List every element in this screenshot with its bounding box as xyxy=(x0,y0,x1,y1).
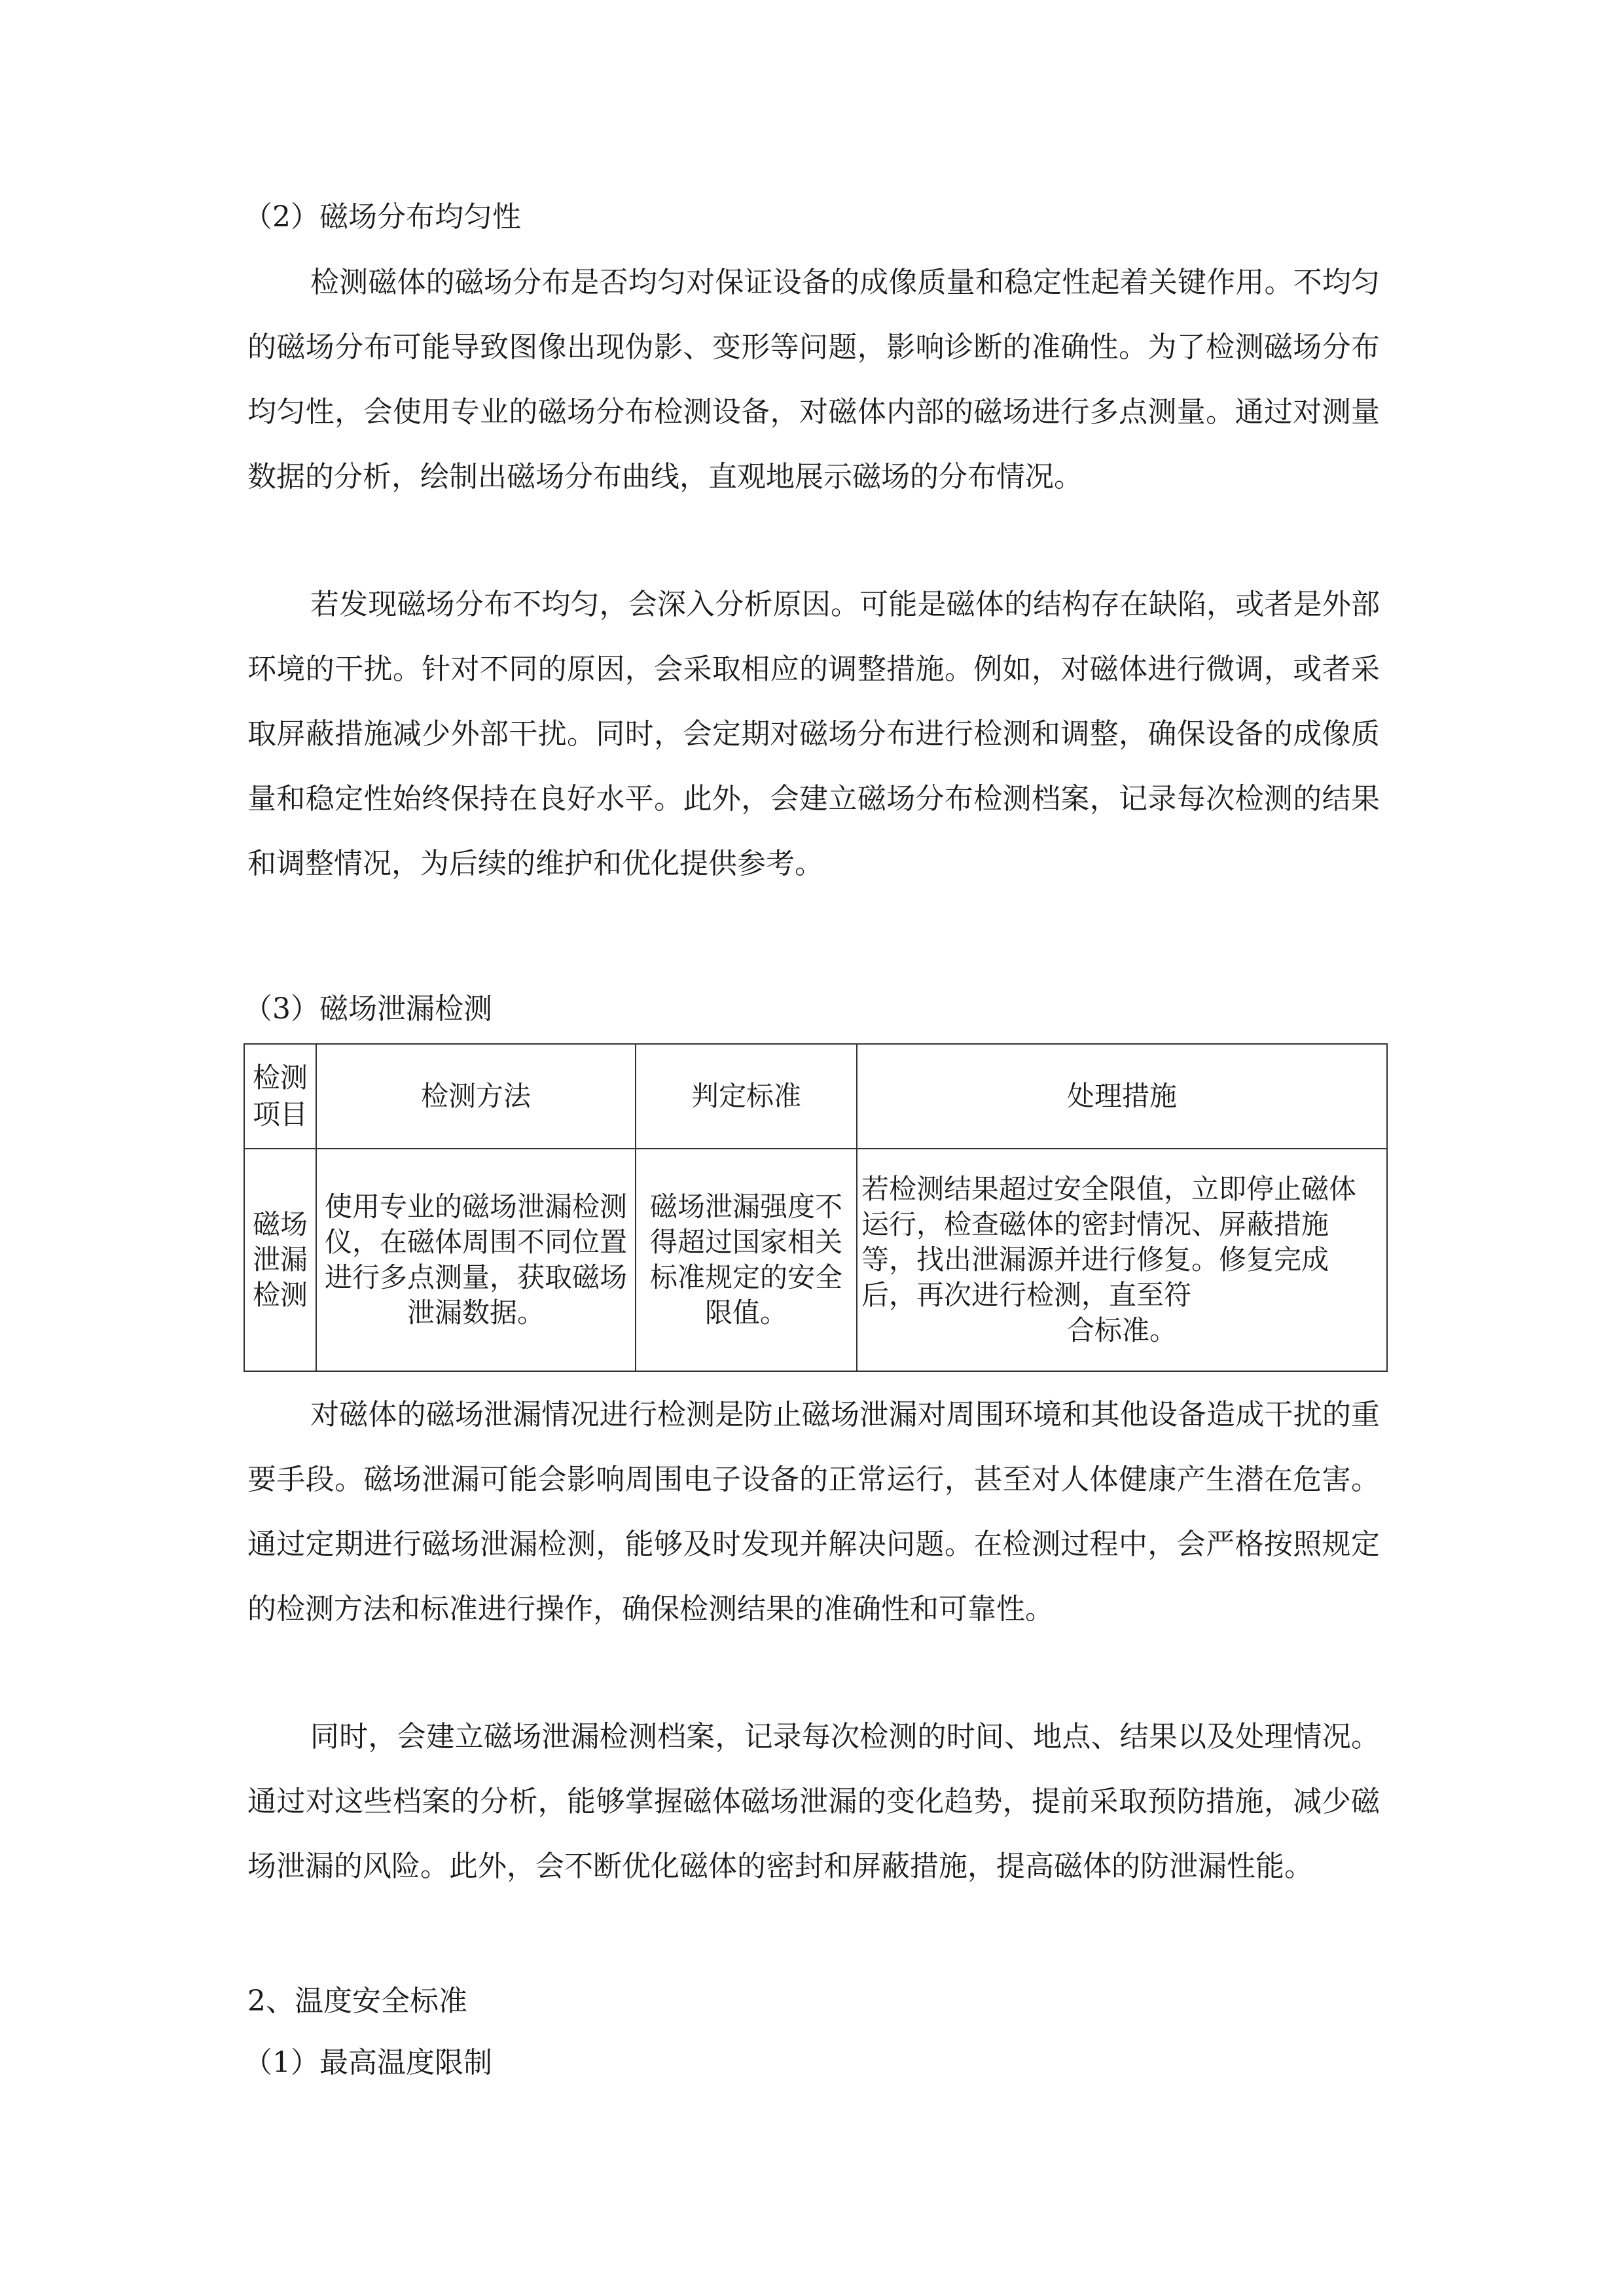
header-measure: 处理措施 xyxy=(857,1044,1387,1149)
paragraph-leakage-importance: 对磁体的磁场泄漏情况进行检测是防止磁场泄漏对周围环境和其他设备造成干扰的重要手段。磁场泄漏可能会影响周围电子设备的正常运行，甚至对人体健康产生潜在危害。通过定期进行磁场泄漏检测，能够及时发现并解决问题。在检测过程中，会严格按照规定的检测方法和标准进行操作，确保检测结果的准确性和可靠性。 xyxy=(247,1398,1380,1626)
cell-measure-last-line: 合标准。 xyxy=(1066,1314,1177,1346)
paragraph-field-uniformity-adjust: 若发现磁场分布不均匀，会深入分析原因。可能是磁体的结构存在缺陷，或者是外部环境的干扰。针对不同的原因，会采取相应的调整措施。例如，对磁体进行微调，或者采取屏蔽措施减少外部干扰。同时，会定期对磁场分布进行检测和调整，确保设备的成像质量和稳定性始终保持在良好水平。此外，会建立磁场分布检测档案，记录每次检测的结果和调整情况，为后续的维护和优化提供参考。 xyxy=(247,588,1380,880)
header-item: 检测项目 xyxy=(244,1044,316,1149)
header-method: 检测方法 xyxy=(316,1044,636,1149)
cell-measure xyxy=(857,1149,1387,1371)
section-heading-max-temperature: （1）最高温度限制 xyxy=(244,2046,492,2079)
header-standard: 判定标准 xyxy=(636,1044,857,1149)
section-heading-field-uniformity: （2）磁场分布均匀性 xyxy=(244,200,521,234)
cell-standard: 磁场泄漏强度不得超过国家相关标准规定的安全限值。 xyxy=(636,1149,857,1371)
leakage-detection-table xyxy=(244,1043,1388,1372)
section-heading-temperature-safety: 2、温度安全标准 xyxy=(247,1984,467,2018)
table-row xyxy=(244,1149,1387,1371)
paragraph-field-uniformity-intro: 检测磁体的磁场分布是否均匀对保证设备的成像质量和稳定性起着关键作用。不均匀的磁场分布可能导致图像出现伪影、变形等问题，影响诊断的准确性。为了检测磁场分布均匀性，会使用专业的磁场分布检测设备，对磁体内部的磁场进行多点测量。通过对测量数据的分析，绘制出磁场分布曲线，直观地展示磁场的分布情况。 xyxy=(247,266,1380,493)
cell-item: 磁场泄漏检测 xyxy=(244,1149,316,1371)
cell-method: 使用专业的磁场泄漏检测仪，在磁体周围不同位置进行多点测量，获取磁场泄漏数据。 xyxy=(316,1149,636,1371)
table-header-row xyxy=(244,1044,1387,1149)
paragraph-leakage-archive: 同时，会建立磁场泄漏检测档案，记录每次检测的时间、地点、结果以及处理情况。通过对这些档案的分析，能够掌握磁体磁场泄漏的变化趋势，提前采取预防措施，减少磁场泄漏的风险。此外，会不断优化磁体的密封和屏蔽措施，提高磁体的防泄漏性能。 xyxy=(247,1720,1380,1883)
section-heading-field-leakage: （3）磁场泄漏检测 xyxy=(244,992,492,1026)
cell-measure-text: 若检测结果超过安全限值，立即停止磁体运行，检查磁体的密封情况、屏蔽措施等，找出泄漏源并进行修复。修复完成后，再次进行检测，直至符 xyxy=(861,1173,1357,1311)
